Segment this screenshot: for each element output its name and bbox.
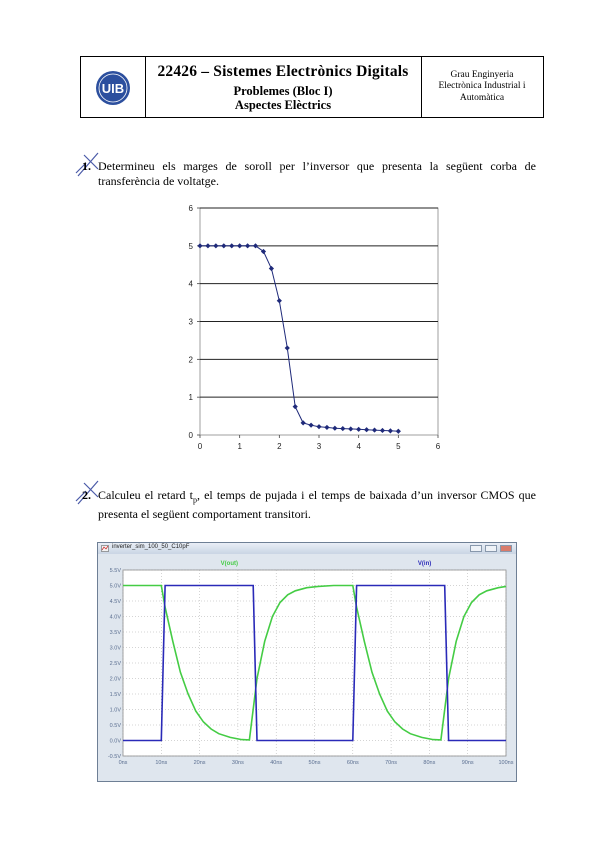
x-tick-label: 90ns — [461, 760, 474, 766]
vtc-data-point — [348, 426, 353, 431]
y-tick-label: 1.0V — [109, 707, 121, 714]
degree-cell — [421, 57, 543, 117]
y-tick-label: 4.5V — [109, 599, 121, 605]
x-tick-label: 20ns — [193, 760, 206, 766]
x-tick-label: 40ns — [270, 760, 283, 766]
problem-set-title: Problemes (Bloc I) — [233, 84, 333, 98]
problem-2-subscript: p — [192, 495, 197, 505]
degree-line-3: Automàtica — [459, 92, 505, 103]
vtc-data-point — [340, 426, 345, 431]
problem-1-number: 1. — [82, 159, 91, 173]
window-title: inverter_sim_100_50_C10pF — [112, 544, 190, 550]
vtc-data-point — [316, 424, 321, 429]
transient-waveform-chart — [98, 554, 516, 781]
y-tick-label: 3.0V — [109, 645, 121, 652]
degree-line-2: Electrònica Industrial i — [438, 81, 526, 92]
vtc-data-point — [396, 429, 401, 434]
vtc-data-point — [269, 266, 274, 271]
x-tick-label: 0 — [197, 442, 203, 451]
y-tick-label: 1 — [188, 393, 193, 403]
x-tick-label: 6 — [435, 442, 441, 451]
x-tick-label: 5 — [396, 442, 401, 451]
x-tick-label: 80ns — [423, 760, 436, 766]
x-tick-label: 70ns — [385, 760, 398, 766]
maximize-button[interactable] — [485, 545, 497, 552]
close-button[interactable] — [500, 545, 512, 552]
y-tick-label: -0.5V — [107, 754, 121, 760]
app-icon — [101, 545, 109, 552]
window-titlebar — [98, 543, 516, 554]
course-title: 22426 – Sistemes Electrònics Digitals — [157, 63, 409, 80]
vtc-data-point — [213, 243, 218, 248]
vtc-data-point — [372, 427, 377, 432]
vtc-data-point — [197, 243, 202, 248]
y-tick-label: 3 — [188, 317, 193, 327]
x-tick-label: 10ns — [155, 760, 168, 766]
problem-1-text: Determineu els marges de soroll per l’inversor que presenta la següent corba de transferència de voltatge. — [98, 159, 536, 188]
x-tick-label: 100ns — [498, 760, 514, 766]
vtc-data-point — [277, 298, 282, 303]
y-tick-label: 4.0V — [109, 614, 121, 621]
x-tick-label: 4 — [356, 442, 361, 451]
x-tick-label: 1 — [237, 442, 242, 451]
vtc-data-point — [380, 428, 385, 433]
y-tick-label: 5.5V — [109, 568, 121, 574]
x-tick-label: 0ns — [118, 760, 128, 766]
problem-2-text-end: , el temps de pujada i el temps de baixada d’un inversor CMOS que presenta el següent comportament transitori. — [98, 488, 537, 522]
vtc-series-line — [200, 246, 398, 431]
topic-title: Aspectes Elèctrics — [234, 98, 332, 112]
document-header — [80, 56, 544, 118]
vtc-data-point — [324, 425, 329, 430]
legend-label: V(out) — [220, 561, 238, 567]
simulation-window — [97, 542, 517, 782]
x-tick-label: 2 — [277, 442, 282, 451]
vtc-data-point — [221, 243, 226, 248]
transfer-curve-chart — [180, 198, 446, 460]
y-tick-label: 6 — [188, 204, 193, 213]
y-tick-label: 3.5V — [109, 630, 121, 636]
vtc-data-point — [229, 243, 234, 248]
vtc-data-point — [308, 423, 313, 428]
degree-line-1: Grau Enginyeria — [450, 69, 514, 80]
vtc-data-point — [301, 420, 306, 425]
y-tick-label: 1.5V — [109, 692, 121, 698]
vtc-data-point — [245, 243, 250, 248]
problem-2-number: 2. — [82, 488, 91, 502]
vtc-data-point — [205, 243, 210, 248]
y-tick-label: 2.0V — [109, 676, 121, 683]
vtc-data-point — [237, 243, 242, 248]
y-tick-label: 0 — [188, 431, 193, 440]
y-tick-label: 4 — [188, 279, 193, 289]
y-tick-label: 5.0V — [109, 583, 121, 590]
vtc-data-point — [285, 345, 290, 350]
legend-label: V(in) — [417, 561, 432, 567]
vtc-data-point — [364, 427, 369, 432]
problem-2-text-start: Calculeu el retard t — [98, 488, 193, 502]
vtc-data-point — [332, 426, 337, 431]
logo-text: UIB — [101, 81, 125, 96]
y-tick-label: 0.5V — [109, 723, 121, 729]
y-tick-label: 2.5V — [109, 661, 121, 667]
y-tick-label: 0.0V — [109, 738, 121, 745]
x-tick-label: 3 — [316, 442, 322, 451]
uib-logo — [81, 57, 145, 117]
y-tick-label: 5 — [188, 241, 193, 251]
y-tick-label: 2 — [188, 355, 193, 365]
header-title-cell — [145, 57, 422, 117]
x-tick-label: 60ns — [346, 760, 359, 766]
problem-2-text — [98, 488, 536, 522]
university-logo-cell — [81, 57, 146, 117]
minimize-button[interactable] — [470, 545, 482, 552]
vtc-data-point — [293, 404, 298, 409]
vtc-data-point — [388, 428, 393, 433]
vtc-data-point — [356, 427, 361, 432]
x-tick-label: 30ns — [231, 760, 244, 766]
x-tick-label: 50ns — [308, 760, 321, 766]
